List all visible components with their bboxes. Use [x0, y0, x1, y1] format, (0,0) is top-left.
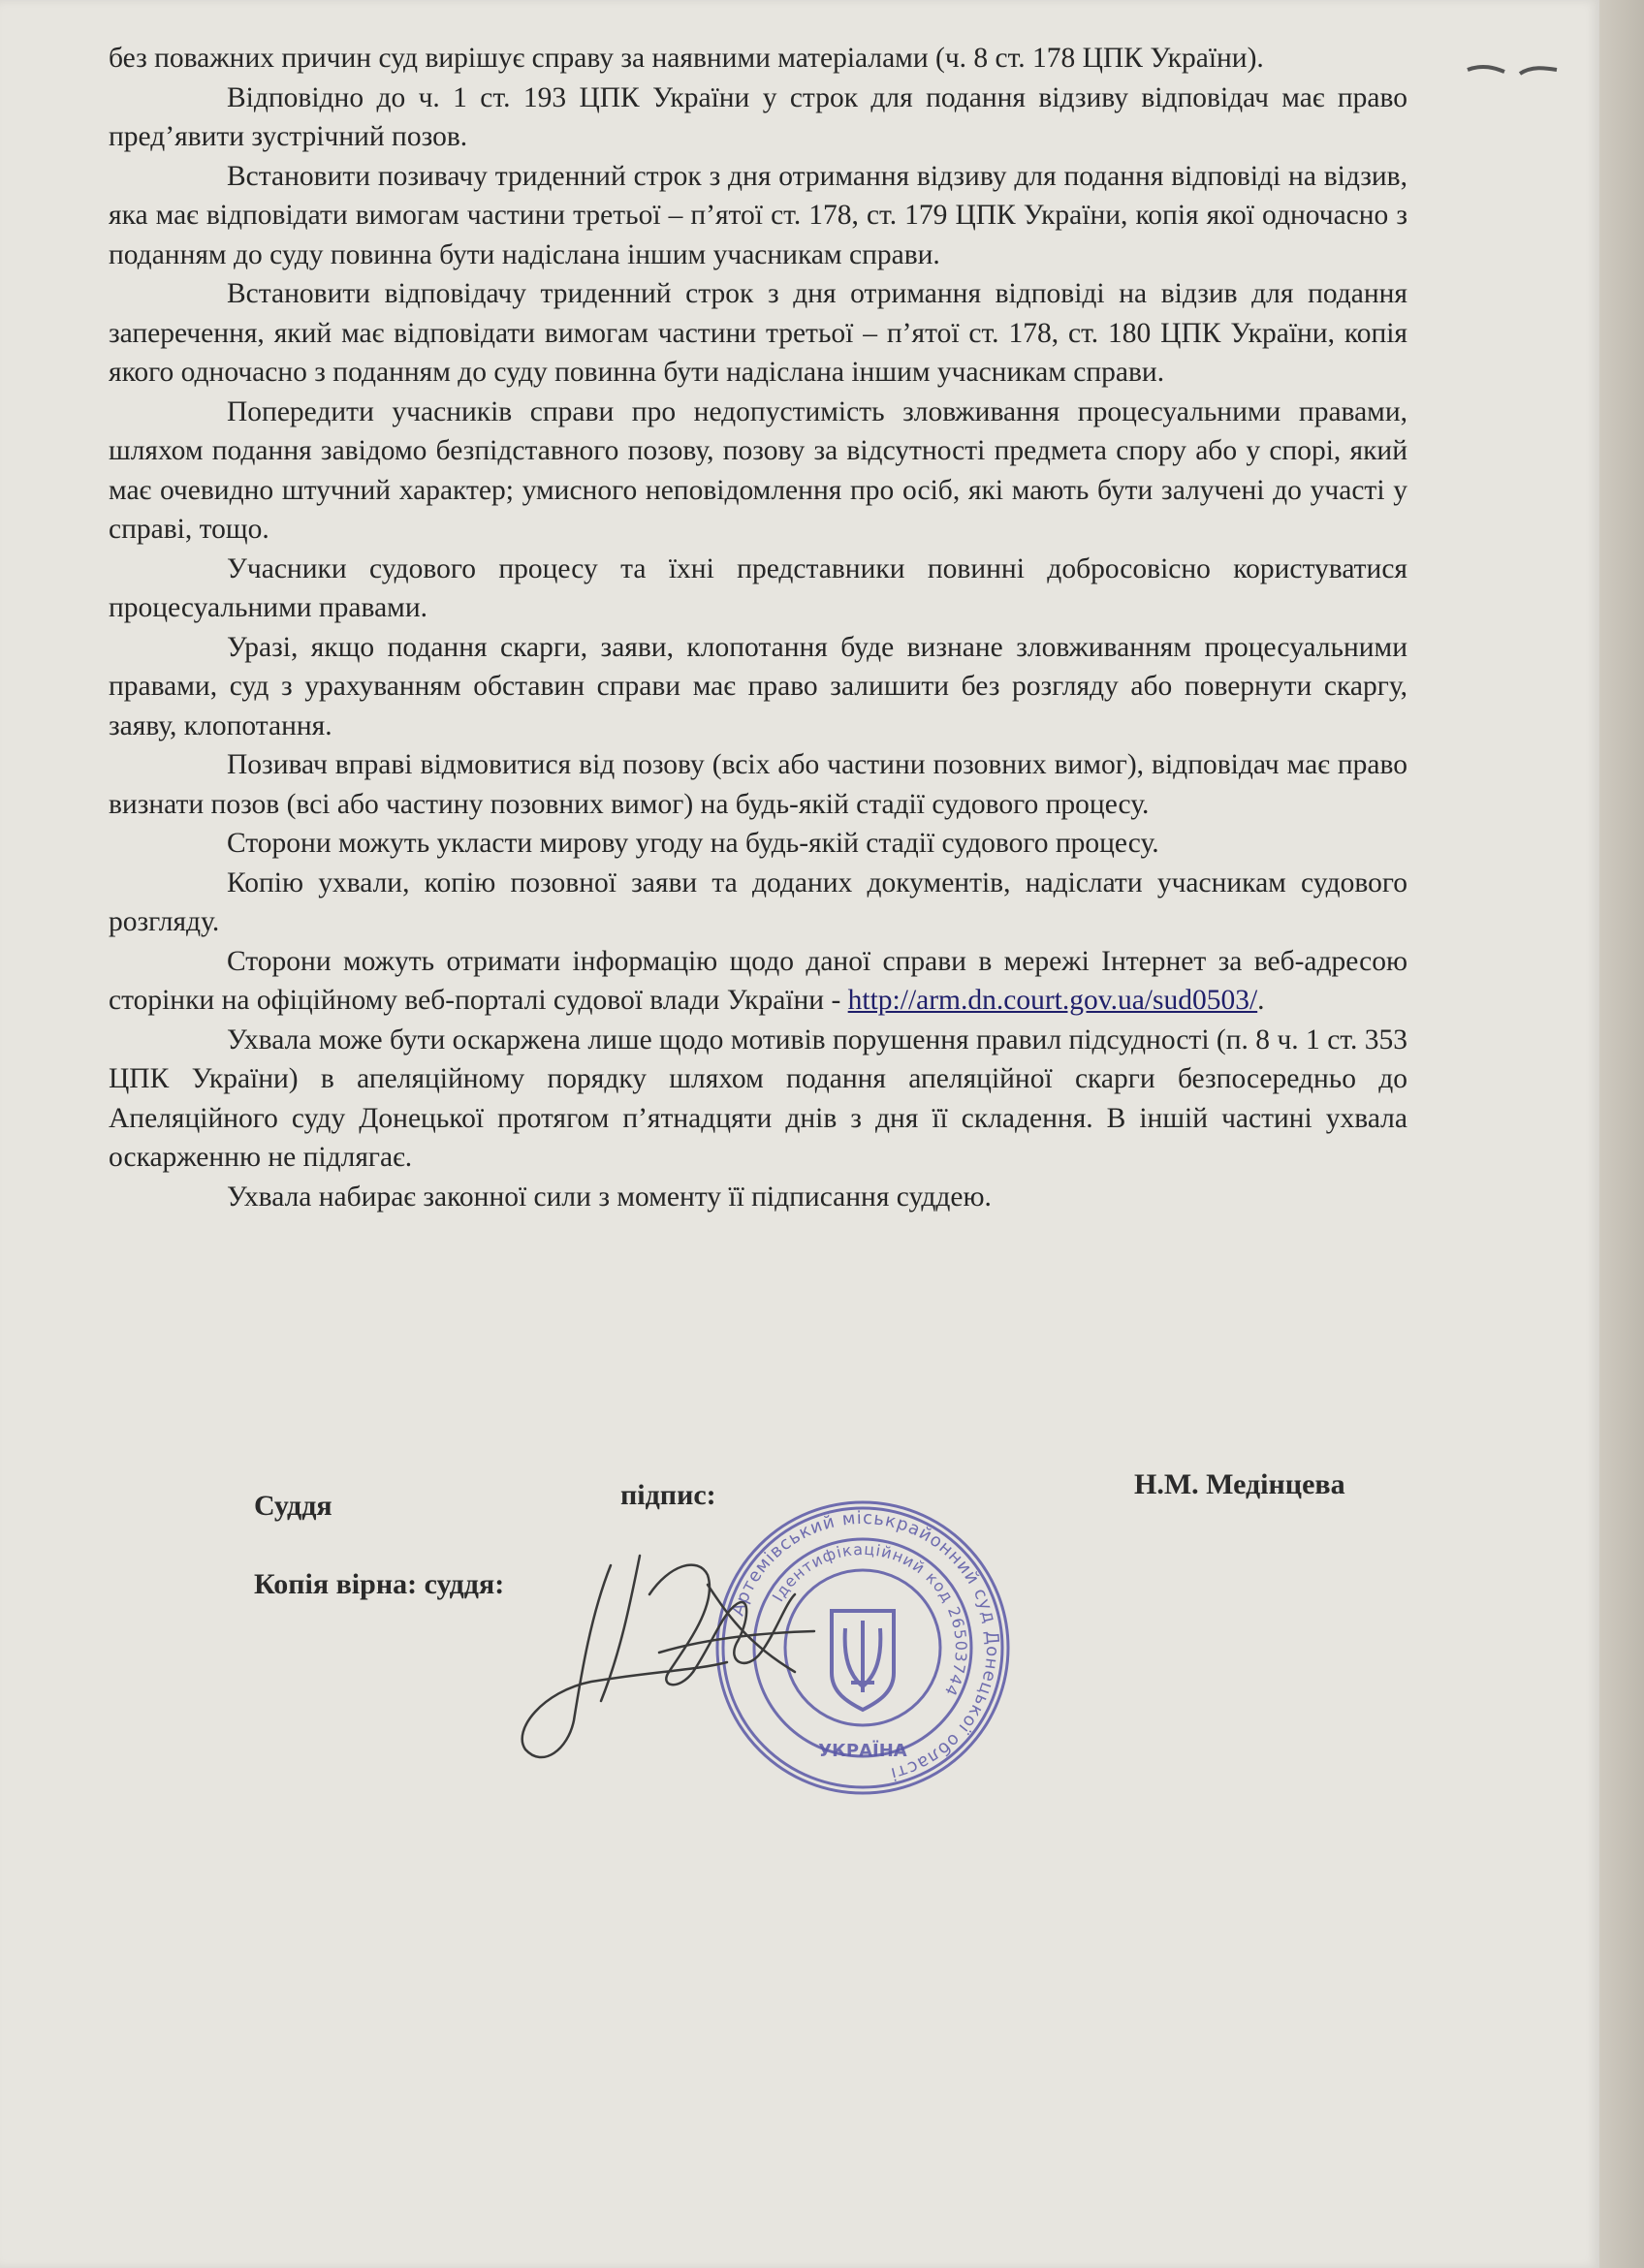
- judge-label: Суддя: [254, 1490, 332, 1522]
- paragraph-9: Сторони можуть укласти мирову угоду на будь-якій стадії судового процесу.: [227, 828, 1159, 859]
- web-info-period: .: [1257, 985, 1265, 1016]
- document-body: [109, 39, 1407, 1216]
- paragraph-8: Позивач вправі відмовитися від позову (всіх або частини позовних вимог), відповідач має право визнати позов (всі або частину позовних вимог) на будь-якій стадії судового процесу.: [109, 749, 1407, 820]
- paragraph-2: Відповідно до ч. 1 ст. 193 ЦПК України у строк для подання відзиву відповідач має право пред’явити зустрічний позов.: [109, 81, 1407, 152]
- judge-name: Н.М. Медінцева: [1134, 1468, 1345, 1500]
- stamp-outer-text: Артемівський міськрайонний суд Донецької області: [727, 1507, 1003, 1784]
- paragraph-3: Встановити позивачу триденний строк з дня отримання відзиву для подання відповіді на відзив, яка має відповідати вимогам частини третьої – п’ятої ст. 178, ст. 179 ЦПК України, копія якої одночасно з поданням до суду повинна бути надіслана іншим учасникам справи.: [109, 160, 1407, 270]
- appeal-paragraph: Ухвала може бути оскаржена лише щодо мотивів порушення правил підсудності (п. 8 ч. 1 ст. 353 ЦПК України) в апеляційному порядку шляхом подання апеляційної скарги безпосередньо до Апеляційного суду Донецької протягом п’ятнадцяти днів з дня її складення. В іншій частині ухвала оскарженню не підлягає.: [109, 1024, 1407, 1173]
- paragraph-7: Уразі, якщо подання скарги, заяви, клопотання буде визнане зловживанням процесуальними правами, суд з урахуванням обставин справи має право залишити без розгляду або повернути скаргу, заяву, клопотання.: [109, 631, 1407, 741]
- sign-label: підпис:: [620, 1479, 716, 1511]
- copy-certification-label: Копія вірна: суддя:: [254, 1568, 505, 1600]
- paragraph-10: Копію ухвали, копію позовної заяви та доданих документів, надіслати учасникам судового розгляду.: [109, 866, 1407, 937]
- judge-signature: [504, 1527, 853, 1779]
- page-edge: [1599, 0, 1644, 2268]
- stamp-inner-text: Ідентифікаційний код 26503744: [768, 1539, 971, 1700]
- web-info-text: Сторони можуть отримати інформацію щодо даної справи в мережі Інтернет за веб-адресою сторінки на офіційному веб-порталі судової влади України -: [109, 945, 1407, 1016]
- effect-paragraph: Ухвала набирає законної сили з моменту її підписання суддею.: [227, 1181, 992, 1213]
- court-website-link[interactable]: http://arm.dn.court.gov.ua/sud0503/: [847, 985, 1258, 1016]
- paragraph-4: Встановити відповідачу триденний строк з дня отримання відповіді на відзив для подання заперечення, який має відповідати вимогам частини третьої – п’ятої ст. 178, ст. 180 ЦПК України, копія якого одночасно з поданням до суду повинна бути надіслана іншим учасникам справи.: [109, 278, 1407, 388]
- stamp-bottom-text: УКРАЇНА: [818, 1741, 907, 1761]
- corner-mark: [1464, 60, 1561, 79]
- paragraph-5: Попередити учасників справи про недопустимість зловживання процесуальними правами, шляхом подання завідомо безпідставного позову, позову за відсутності предмета спору або у спорі, який має очевидно штучний характер; умисного неповідомлення про осіб, які мають бути залучені до участі у справі, тощо.: [109, 395, 1407, 545]
- paragraph-6: Учасники судового процесу та їхні представники повинні добросовісно користуватися процесуальними правами.: [109, 552, 1407, 623]
- paragraph-1: без поважних причин суд вирішує справу за наявними матеріалами (ч. 8 ст. 178 ЦПК України).: [109, 43, 1264, 74]
- web-info-paragraph: [109, 942, 1407, 1021]
